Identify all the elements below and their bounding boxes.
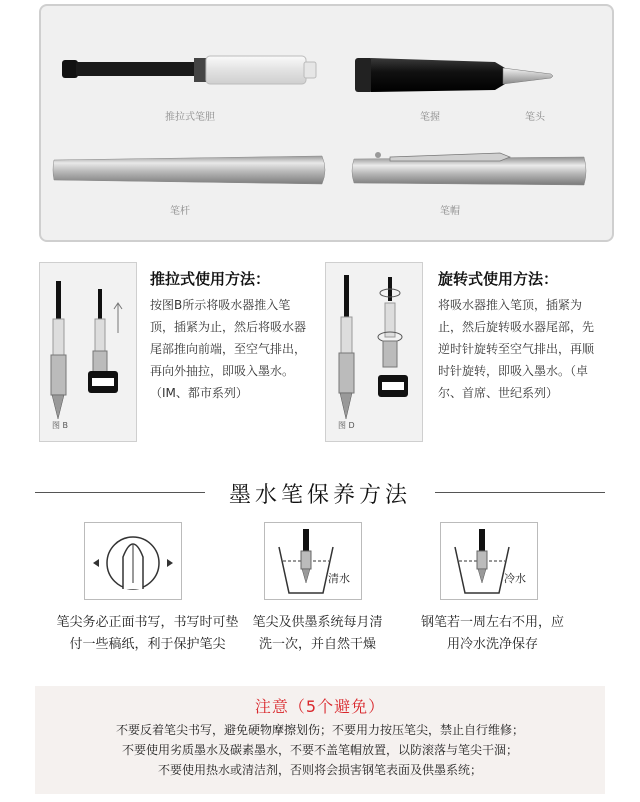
label-nib: 笔头 xyxy=(525,112,545,123)
notice-line-2: 不要使用劣质墨水及碳素墨水，不要不盖笔帽放置，以防滚落与笔尖干涸； xyxy=(121,743,518,757)
push-pull-diagram xyxy=(39,262,137,442)
cap-image xyxy=(350,145,590,191)
tag-cold-water: 冷水 xyxy=(504,572,526,585)
rotary-diagram xyxy=(325,262,423,442)
care-caption-1: 笔尖务必正面书写，书写时可垫付一些稿纸，利于保护笔尖 xyxy=(56,615,239,652)
tag-clean-water: 清水 xyxy=(328,572,350,585)
section-rule-left xyxy=(35,492,205,493)
push-pull-illustration xyxy=(40,263,136,441)
maintenance-title: 墨水笔保养方法 xyxy=(228,483,411,508)
fig-label-b: 图 B xyxy=(52,421,69,430)
nib-front-icon xyxy=(85,523,181,599)
rotary-text: 将吸水器推入笔顶，插紧为止，然后旋转吸水器尾部，先逆时针旋转至空气排出，再顺时针旋转，即吸入墨水。（卓尔、首席、世纪系列） xyxy=(438,298,595,400)
barrel-image xyxy=(52,150,332,190)
label-cartridge: 推拉式笔胆 xyxy=(165,112,215,123)
label-barrel: 笔杆 xyxy=(170,206,190,217)
push-pull-title: 推拉式使用方法： xyxy=(150,270,271,288)
section-rule-right xyxy=(435,492,605,493)
fig-label-d: 图 D xyxy=(338,421,355,430)
converter-image xyxy=(60,50,320,92)
push-pull-text: 按图B所示将吸水器推入笔顶，插紧为止，然后将吸水器尾部推向前端，至空气排出，再向外抽拉，即吸入墨水。（IM、都市系列） xyxy=(150,298,307,400)
care-caption-3: 钢笔若一周左右不用，应用冷水洗净保存 xyxy=(420,615,564,652)
care-illustration-2 xyxy=(264,522,362,600)
rotary-title: 旋转式使用方法： xyxy=(438,270,559,288)
care-caption-2: 笔尖及供墨系统每月清洗一次，并自然干燥 xyxy=(252,615,383,652)
label-grip: 笔握 xyxy=(420,112,440,123)
label-cap: 笔帽 xyxy=(440,206,460,217)
rotary-illustration xyxy=(326,263,422,441)
notice-line-1: 不要反着笔尖书写，避免硬物摩擦划伤；不要用力按压笔尖，禁止自行维修； xyxy=(115,723,524,737)
care-illustration-1 xyxy=(84,522,182,600)
care-illustration-3 xyxy=(440,522,538,600)
water-cup-icon xyxy=(265,523,361,599)
parts-panel xyxy=(39,4,614,242)
grip-section-image xyxy=(355,52,555,100)
cold-water-cup-icon xyxy=(441,523,537,599)
notice-title: 注意（5个避免） xyxy=(254,697,386,716)
notice-line-3: 不要使用热水或清洁剂，否则将会损害钢笔表面及供墨系统； xyxy=(157,763,482,777)
